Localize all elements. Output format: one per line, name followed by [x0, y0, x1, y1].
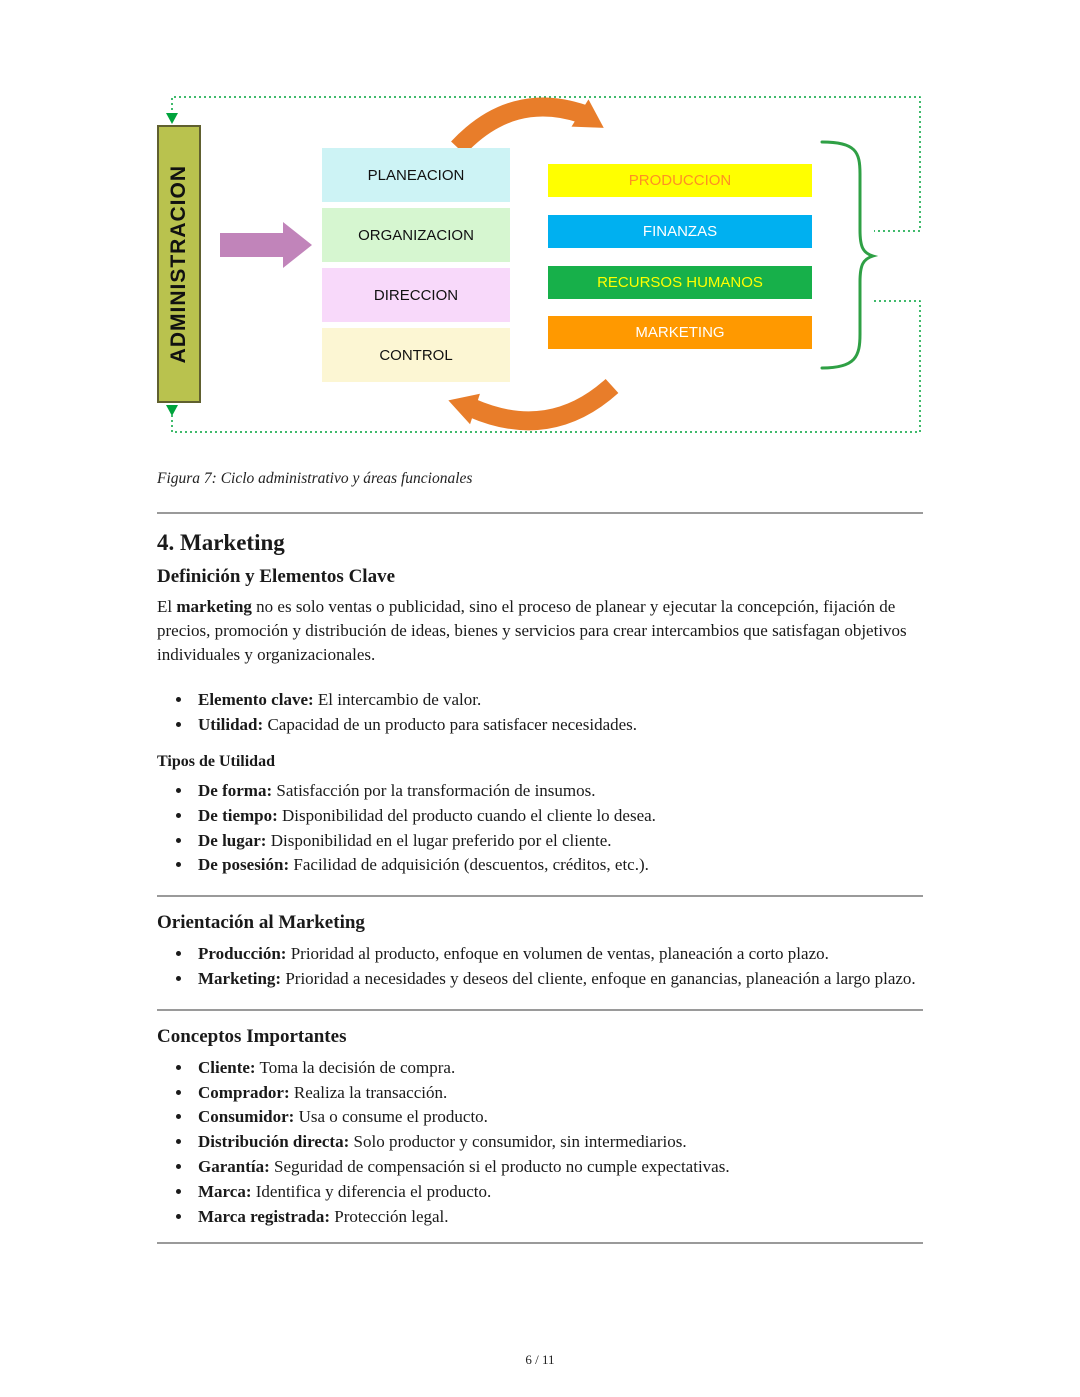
- section-divider: [157, 895, 923, 897]
- area-box-produccion: PRODUCCION: [548, 164, 812, 197]
- term-text: Usa o consume el producto.: [294, 1107, 488, 1127]
- subheading-definicion: Definición y Elementos Clave: [157, 566, 396, 587]
- term-text: Protección legal.: [330, 1206, 449, 1226]
- list-item: [193, 829, 923, 853]
- term-label: Marketing:: [198, 968, 282, 988]
- administration-label: ADMINISTRACION: [167, 164, 190, 364]
- term-text: Seguridad de compensación si el producto no cumple expectativas.: [269, 1156, 730, 1176]
- key-elements-list: [193, 688, 923, 737]
- figure-caption: Figura 7: Ciclo administrativo y áreas funcionales: [157, 470, 473, 487]
- term-label: De forma:: [198, 780, 273, 800]
- list-item: [193, 1180, 923, 1204]
- term-text: Prioridad a necesidades y deseos del cliente, enfoque en ganancias, planeación a largo plazo.: [281, 968, 916, 988]
- list-item: [193, 1130, 923, 1154]
- list-item: [193, 1105, 923, 1129]
- process-box-control: CONTROL: [322, 328, 510, 382]
- term-text: Disponibilidad del producto cuando el cliente lo desea.: [277, 805, 656, 825]
- section-divider: [157, 512, 923, 514]
- term-label: Marca registrada:: [198, 1206, 331, 1226]
- list-item: [193, 804, 923, 828]
- arrowhead-down-icon: [166, 405, 178, 416]
- list-item: [193, 1081, 923, 1105]
- term-label: Distribución directa:: [198, 1132, 350, 1152]
- arrowhead-down-icon: [166, 113, 178, 124]
- section-divider: [157, 1242, 923, 1244]
- list-item: [193, 1205, 923, 1229]
- area-box-finanzas: FINANZAS: [548, 215, 812, 248]
- list-item: [193, 688, 923, 712]
- term-label: Cliente:: [198, 1057, 256, 1077]
- term-text: Capacidad de un producto para satisfacer necesidades.: [263, 715, 638, 735]
- cycle-arrow-bottom-icon: [472, 386, 612, 421]
- list-item: [193, 1155, 923, 1179]
- term-text: Toma la decisión de compra.: [255, 1057, 456, 1077]
- list-item: [193, 942, 923, 966]
- process-box-planeacion: PLANEACION: [322, 148, 510, 202]
- term-label: Comprador:: [198, 1082, 290, 1102]
- list-item: [193, 713, 923, 737]
- page-number: 6 / 11: [525, 1352, 555, 1367]
- section-divider: [157, 1009, 923, 1011]
- flow-arrow-icon: [220, 222, 312, 268]
- list-item: [193, 967, 923, 991]
- list-item: [193, 1056, 923, 1080]
- term-text: Disponibilidad en el lugar preferido por el cliente.: [266, 830, 612, 850]
- term-text: Prioridad al producto, enfoque en volumen de ventas, planeación a corto plazo.: [286, 944, 829, 964]
- term-text: Facilidad de adquisición (descuentos, créditos, etc.).: [289, 855, 649, 875]
- term-label: Elemento clave:: [198, 690, 314, 710]
- cycle-arrow-top-head-icon: [572, 99, 613, 141]
- term-text: Identifica y diferencia el producto.: [251, 1181, 492, 1201]
- term-label: De posesión:: [198, 855, 290, 875]
- term-text: Satisfacción por la transformación de insumos.: [272, 780, 596, 800]
- cycle-arrow-top-icon: [458, 107, 583, 148]
- subheading-tipos-utilidad: Tipos de Utilidad: [157, 752, 275, 770]
- term-text: Realiza la transacción.: [289, 1082, 448, 1102]
- brace-icon: [822, 142, 873, 368]
- section-heading-marketing: 4. Marketing: [157, 530, 285, 555]
- term-text: Solo productor y consumidor, sin intermediarios.: [349, 1132, 687, 1152]
- subheading-orientacion: Orientación al Marketing: [157, 912, 365, 934]
- term-label: De lugar:: [198, 830, 267, 850]
- utility-types-list: [193, 779, 923, 877]
- term-label: Garantía:: [198, 1156, 270, 1176]
- intro-paragraph: [157, 595, 923, 666]
- term-text: El intercambio de valor.: [313, 690, 482, 710]
- list-item: [193, 853, 923, 877]
- intro-rest: no es solo ventas o publicidad, sino el proceso de planear y ejecutar la concepción, fijación de precios, promoción y distribución de ideas, bienes y servicios para crear intercambios que satisfagan objetivos individuales y organizacionales.: [157, 597, 907, 664]
- term-label: De tiempo:: [198, 805, 278, 825]
- intro-prefix: El: [157, 597, 177, 616]
- term-label: Utilidad:: [198, 715, 264, 735]
- process-box-organizacion: ORGANIZACION: [322, 208, 510, 262]
- admin-cycle-figure: [0, 0, 1080, 470]
- term-label: Consumidor:: [198, 1107, 295, 1127]
- orientation-list: [193, 942, 923, 991]
- area-box-marketing: MARKETING: [548, 316, 812, 349]
- area-box-recursos-humanos: RECURSOS HUMANOS: [548, 266, 812, 299]
- subheading-conceptos: Conceptos Importantes: [157, 1025, 347, 1047]
- concepts-list: [193, 1056, 923, 1229]
- cycle-arrow-bottom-head-icon: [443, 385, 480, 424]
- administration-box: [157, 125, 201, 403]
- intro-bold-term: marketing: [176, 597, 252, 616]
- term-label: Marca:: [198, 1181, 252, 1201]
- document-body: [157, 500, 923, 1244]
- process-box-direccion: DIRECCION: [322, 268, 510, 322]
- term-label: Producción:: [198, 944, 287, 964]
- list-item: [193, 779, 923, 803]
